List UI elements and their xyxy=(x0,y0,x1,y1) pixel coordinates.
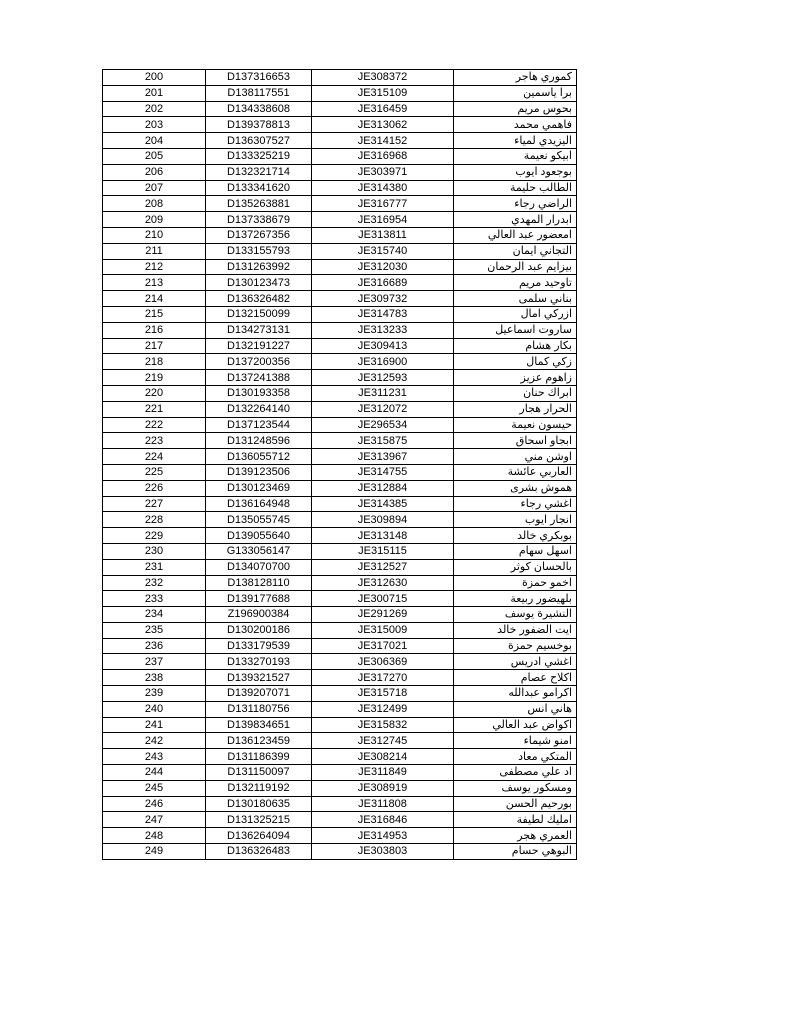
full-name-cell: امليك لطيفة xyxy=(454,812,577,828)
id-number-cell: D130193358 xyxy=(206,385,312,401)
id-number-cell: D136307527 xyxy=(206,133,312,149)
id-number-cell: D139378813 xyxy=(206,117,312,133)
id-number-cell: D133325219 xyxy=(206,148,312,164)
full-name-cell: كموري هاجر xyxy=(454,70,577,86)
row-number-cell: 206 xyxy=(103,164,206,180)
registration-code-cell: JE314152 xyxy=(312,133,454,149)
full-name-cell: الحرار هجار xyxy=(454,401,577,417)
full-name-cell: بوبكري خالد xyxy=(454,528,577,544)
registration-code-cell: JE314755 xyxy=(312,464,454,480)
full-name-cell: ابيكو نعيمة xyxy=(454,148,577,164)
id-number-cell: D132150099 xyxy=(206,306,312,322)
registration-code-cell: JE314953 xyxy=(312,828,454,844)
table-row xyxy=(103,275,577,291)
table-row xyxy=(103,417,577,433)
full-name-cell: بورحيم الحسن xyxy=(454,796,577,812)
id-number-cell: D133179539 xyxy=(206,638,312,654)
row-number-cell: 211 xyxy=(103,243,206,259)
id-number-cell: D136264094 xyxy=(206,828,312,844)
registration-code-cell: JE312030 xyxy=(312,259,454,275)
full-name-cell: ساروت اسماعيل xyxy=(454,322,577,338)
registration-code-cell: JE315875 xyxy=(312,433,454,449)
row-number-cell: 245 xyxy=(103,780,206,796)
registration-code-cell: JE308919 xyxy=(312,780,454,796)
registration-code-cell: JE312527 xyxy=(312,559,454,575)
full-name-cell: ايت الضفور خالد xyxy=(454,622,577,638)
full-name-cell: تاوحيد مريم xyxy=(454,275,577,291)
id-number-cell: D130200186 xyxy=(206,622,312,638)
table-row xyxy=(103,828,577,844)
id-number-cell: D136123459 xyxy=(206,733,312,749)
full-name-cell: امنو شيماء xyxy=(454,733,577,749)
registration-code-cell: JE303971 xyxy=(312,164,454,180)
full-name-cell: اسهل سهام xyxy=(454,543,577,559)
full-name-cell: هاني انس xyxy=(454,701,577,717)
full-name-cell: حيسون نعيمة xyxy=(454,417,577,433)
id-number-cell: D135055745 xyxy=(206,512,312,528)
full-name-cell: بكار هشام xyxy=(454,338,577,354)
table-row xyxy=(103,812,577,828)
full-name-cell: اوشن مني xyxy=(454,449,577,465)
id-number-cell: D139207071 xyxy=(206,686,312,702)
registration-code-cell: JE316846 xyxy=(312,812,454,828)
table-row xyxy=(103,433,577,449)
id-number-cell: D130123473 xyxy=(206,275,312,291)
registration-code-cell: JE291269 xyxy=(312,607,454,623)
row-number-cell: 221 xyxy=(103,401,206,417)
registration-code-cell: JE313967 xyxy=(312,449,454,465)
row-number-cell: 244 xyxy=(103,765,206,781)
table-row xyxy=(103,654,577,670)
table-row xyxy=(103,796,577,812)
table-row xyxy=(103,464,577,480)
id-number-cell: D137241388 xyxy=(206,370,312,386)
full-name-cell: اليزيدي لمياء xyxy=(454,133,577,149)
registration-code-cell: JE315718 xyxy=(312,686,454,702)
id-number-cell: D139321527 xyxy=(206,670,312,686)
full-name-cell: اكواض عبد العالي xyxy=(454,717,577,733)
row-number-cell: 243 xyxy=(103,749,206,765)
full-name-cell: فاهمي محمد xyxy=(454,117,577,133)
row-number-cell: 227 xyxy=(103,496,206,512)
table-row xyxy=(103,765,577,781)
table-row xyxy=(103,164,577,180)
table-row xyxy=(103,622,577,638)
full-name-cell: اغشي رجاء xyxy=(454,496,577,512)
row-number-cell: 218 xyxy=(103,354,206,370)
registration-code-cell: JE309413 xyxy=(312,338,454,354)
roster-table-body xyxy=(103,70,577,860)
row-number-cell: 234 xyxy=(103,607,206,623)
full-name-cell: اكرامو عبدالله xyxy=(454,686,577,702)
id-number-cell: D134070700 xyxy=(206,559,312,575)
row-number-cell: 232 xyxy=(103,575,206,591)
id-number-cell: D131180756 xyxy=(206,701,312,717)
row-number-cell: 240 xyxy=(103,701,206,717)
full-name-cell: هموش بشرى xyxy=(454,480,577,496)
table-row xyxy=(103,180,577,196)
id-number-cell: D133270193 xyxy=(206,654,312,670)
full-name-cell: بحوس مريم xyxy=(454,101,577,117)
table-row xyxy=(103,306,577,322)
id-number-cell: D134273131 xyxy=(206,322,312,338)
full-name-cell: زكي كمال xyxy=(454,354,577,370)
table-row xyxy=(103,528,577,544)
document-page xyxy=(102,69,576,860)
registration-code-cell: JE308372 xyxy=(312,70,454,86)
registration-code-cell: JE316954 xyxy=(312,212,454,228)
row-number-cell: 239 xyxy=(103,686,206,702)
table-row xyxy=(103,844,577,860)
row-number-cell: 208 xyxy=(103,196,206,212)
row-number-cell: 213 xyxy=(103,275,206,291)
id-number-cell: D136326482 xyxy=(206,291,312,307)
id-number-cell: D139177688 xyxy=(206,591,312,607)
id-number-cell: D138128110 xyxy=(206,575,312,591)
registration-code-cell: JE313148 xyxy=(312,528,454,544)
row-number-cell: 200 xyxy=(103,70,206,86)
table-row xyxy=(103,227,577,243)
full-name-cell: العمري هجر xyxy=(454,828,577,844)
full-name-cell: امعضور عبد العالي xyxy=(454,227,577,243)
registration-code-cell: JE312884 xyxy=(312,480,454,496)
row-number-cell: 225 xyxy=(103,464,206,480)
registration-code-cell: JE311849 xyxy=(312,765,454,781)
table-row xyxy=(103,243,577,259)
full-name-cell: زاهوم عزيز xyxy=(454,370,577,386)
id-number-cell: D136055712 xyxy=(206,449,312,465)
table-row xyxy=(103,133,577,149)
id-number-cell: Z196900384 xyxy=(206,607,312,623)
registration-code-cell: JE316777 xyxy=(312,196,454,212)
full-name-cell: ابراك حنان xyxy=(454,385,577,401)
row-number-cell: 207 xyxy=(103,180,206,196)
row-number-cell: 210 xyxy=(103,227,206,243)
table-row xyxy=(103,385,577,401)
row-number-cell: 204 xyxy=(103,133,206,149)
registration-code-cell: JE316459 xyxy=(312,101,454,117)
table-row xyxy=(103,85,577,101)
full-name-cell: الطالب حليمة xyxy=(454,180,577,196)
registration-code-cell: JE303803 xyxy=(312,844,454,860)
registration-code-cell: JE313233 xyxy=(312,322,454,338)
row-number-cell: 202 xyxy=(103,101,206,117)
row-number-cell: 229 xyxy=(103,528,206,544)
table-row xyxy=(103,607,577,623)
id-number-cell: D137316653 xyxy=(206,70,312,86)
row-number-cell: 249 xyxy=(103,844,206,860)
full-name-cell: اكلاح عصام xyxy=(454,670,577,686)
id-number-cell: D131248596 xyxy=(206,433,312,449)
row-number-cell: 228 xyxy=(103,512,206,528)
row-number-cell: 236 xyxy=(103,638,206,654)
registration-code-cell: JE314380 xyxy=(312,180,454,196)
table-row xyxy=(103,212,577,228)
registration-code-cell: JE306369 xyxy=(312,654,454,670)
id-number-cell: D132321714 xyxy=(206,164,312,180)
full-name-cell: التجاني ايمان xyxy=(454,243,577,259)
table-row xyxy=(103,196,577,212)
id-number-cell: D137200356 xyxy=(206,354,312,370)
full-name-cell: بوجعود ايوب xyxy=(454,164,577,180)
id-number-cell: D132119192 xyxy=(206,780,312,796)
registration-code-cell: JE312630 xyxy=(312,575,454,591)
table-row xyxy=(103,543,577,559)
row-number-cell: 201 xyxy=(103,85,206,101)
id-number-cell: D139834651 xyxy=(206,717,312,733)
row-number-cell: 230 xyxy=(103,543,206,559)
full-name-cell: اغشي ادريس xyxy=(454,654,577,670)
row-number-cell: 238 xyxy=(103,670,206,686)
full-name-cell: بيزايم عبد الرحمان xyxy=(454,259,577,275)
id-number-cell: D130123469 xyxy=(206,480,312,496)
row-number-cell: 215 xyxy=(103,306,206,322)
row-number-cell: 226 xyxy=(103,480,206,496)
full-name-cell: بلهيضور ربيعة xyxy=(454,591,577,607)
table-row xyxy=(103,733,577,749)
row-number-cell: 216 xyxy=(103,322,206,338)
registration-code-cell: JE313811 xyxy=(312,227,454,243)
table-row xyxy=(103,259,577,275)
id-number-cell: D132264140 xyxy=(206,401,312,417)
registration-code-cell: JE312499 xyxy=(312,701,454,717)
table-row xyxy=(103,638,577,654)
row-number-cell: 223 xyxy=(103,433,206,449)
table-row xyxy=(103,101,577,117)
registration-code-cell: JE311808 xyxy=(312,796,454,812)
full-name-cell: انجار ايوب xyxy=(454,512,577,528)
id-number-cell: D134338608 xyxy=(206,101,312,117)
id-number-cell: D132191227 xyxy=(206,338,312,354)
table-row xyxy=(103,338,577,354)
table-row xyxy=(103,559,577,575)
table-row xyxy=(103,148,577,164)
registration-code-cell: JE315115 xyxy=(312,543,454,559)
row-number-cell: 231 xyxy=(103,559,206,575)
id-number-cell: D133155793 xyxy=(206,243,312,259)
registration-code-cell: JE315109 xyxy=(312,85,454,101)
registration-code-cell: JE296534 xyxy=(312,417,454,433)
id-number-cell: D137338679 xyxy=(206,212,312,228)
id-number-cell: D131150097 xyxy=(206,765,312,781)
full-name-cell: ومسكور يوسف xyxy=(454,780,577,796)
registration-code-cell: JE315740 xyxy=(312,243,454,259)
table-row xyxy=(103,512,577,528)
row-number-cell: 203 xyxy=(103,117,206,133)
id-number-cell: D138117551 xyxy=(206,85,312,101)
full-name-cell: ابجاو اسحاق xyxy=(454,433,577,449)
registration-code-cell: JE308214 xyxy=(312,749,454,765)
table-row xyxy=(103,591,577,607)
table-row xyxy=(103,575,577,591)
registration-code-cell: JE315009 xyxy=(312,622,454,638)
row-number-cell: 241 xyxy=(103,717,206,733)
table-row xyxy=(103,291,577,307)
id-number-cell: D136164948 xyxy=(206,496,312,512)
table-row xyxy=(103,449,577,465)
registration-code-cell: JE315832 xyxy=(312,717,454,733)
registration-code-cell: JE316689 xyxy=(312,275,454,291)
table-row xyxy=(103,354,577,370)
id-number-cell: G133056147 xyxy=(206,543,312,559)
table-row xyxy=(103,780,577,796)
row-number-cell: 220 xyxy=(103,385,206,401)
table-row xyxy=(103,496,577,512)
id-number-cell: D131186399 xyxy=(206,749,312,765)
full-name-cell: ابدرار المهدي xyxy=(454,212,577,228)
id-number-cell: D139123506 xyxy=(206,464,312,480)
registration-code-cell: JE316968 xyxy=(312,148,454,164)
full-name-cell: اخمو حمزة xyxy=(454,575,577,591)
row-number-cell: 242 xyxy=(103,733,206,749)
table-row xyxy=(103,686,577,702)
full-name-cell: البوهي حسام xyxy=(454,844,577,860)
id-number-cell: D137267356 xyxy=(206,227,312,243)
id-number-cell: D130180635 xyxy=(206,796,312,812)
row-number-cell: 214 xyxy=(103,291,206,307)
row-number-cell: 237 xyxy=(103,654,206,670)
registration-code-cell: JE317270 xyxy=(312,670,454,686)
full-name-cell: اد علي مصطفى xyxy=(454,765,577,781)
registration-code-cell: JE313062 xyxy=(312,117,454,133)
table-row xyxy=(103,322,577,338)
full-name-cell: بالحسان كوثر xyxy=(454,559,577,575)
full-name-cell: العاربي عائشة xyxy=(454,464,577,480)
row-number-cell: 246 xyxy=(103,796,206,812)
registration-code-cell: JE314385 xyxy=(312,496,454,512)
table-row xyxy=(103,670,577,686)
row-number-cell: 235 xyxy=(103,622,206,638)
full-name-cell: ازركي امال xyxy=(454,306,577,322)
roster-table xyxy=(102,69,577,860)
table-row xyxy=(103,701,577,717)
registration-code-cell: JE314783 xyxy=(312,306,454,322)
row-number-cell: 217 xyxy=(103,338,206,354)
table-row xyxy=(103,401,577,417)
table-row xyxy=(103,749,577,765)
registration-code-cell: JE312593 xyxy=(312,370,454,386)
full-name-cell: بناني سلمى xyxy=(454,291,577,307)
full-name-cell: النشيرة يوسف xyxy=(454,607,577,623)
row-number-cell: 233 xyxy=(103,591,206,607)
full-name-cell: برا ياسمين xyxy=(454,85,577,101)
id-number-cell: D139055640 xyxy=(206,528,312,544)
registration-code-cell: JE309894 xyxy=(312,512,454,528)
id-number-cell: D135263881 xyxy=(206,196,312,212)
full-name-cell: الراضي رجاء xyxy=(454,196,577,212)
row-number-cell: 219 xyxy=(103,370,206,386)
registration-code-cell: JE312745 xyxy=(312,733,454,749)
id-number-cell: D133341620 xyxy=(206,180,312,196)
table-row xyxy=(103,717,577,733)
row-number-cell: 248 xyxy=(103,828,206,844)
table-row xyxy=(103,117,577,133)
full-name-cell: المتكي معاد xyxy=(454,749,577,765)
registration-code-cell: JE311231 xyxy=(312,385,454,401)
row-number-cell: 222 xyxy=(103,417,206,433)
id-number-cell: D136326483 xyxy=(206,844,312,860)
table-row xyxy=(103,70,577,86)
id-number-cell: D137123544 xyxy=(206,417,312,433)
row-number-cell: 212 xyxy=(103,259,206,275)
row-number-cell: 205 xyxy=(103,148,206,164)
row-number-cell: 209 xyxy=(103,212,206,228)
registration-code-cell: JE309732 xyxy=(312,291,454,307)
id-number-cell: D131263992 xyxy=(206,259,312,275)
id-number-cell: D131325215 xyxy=(206,812,312,828)
registration-code-cell: JE316900 xyxy=(312,354,454,370)
full-name-cell: بوخسيم حمزة xyxy=(454,638,577,654)
row-number-cell: 247 xyxy=(103,812,206,828)
row-number-cell: 224 xyxy=(103,449,206,465)
registration-code-cell: JE312072 xyxy=(312,401,454,417)
registration-code-cell: JE317021 xyxy=(312,638,454,654)
table-row xyxy=(103,370,577,386)
table-row xyxy=(103,480,577,496)
registration-code-cell: JE300715 xyxy=(312,591,454,607)
